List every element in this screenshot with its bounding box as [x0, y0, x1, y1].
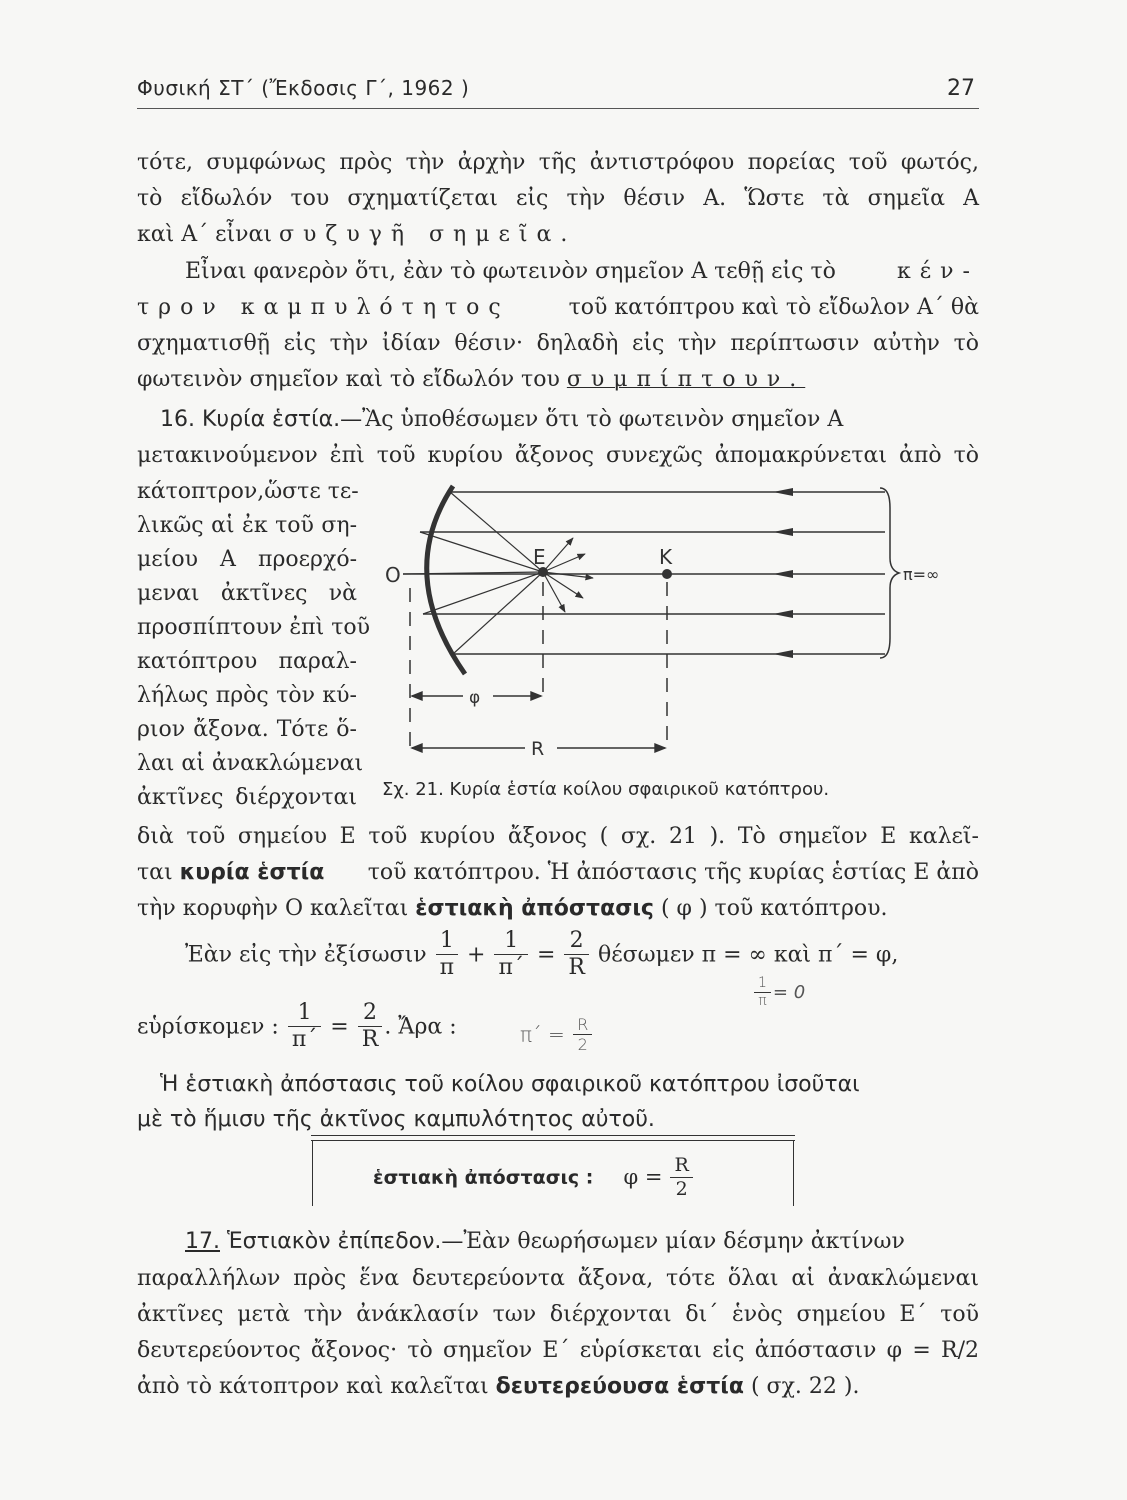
statement-line1: Ἡ ἑστιακὴ ἀπόστασις τοῦ κοίλου σφαιρικοῦ κατόπτρου ἰσοῦται: [160, 1072, 860, 1097]
section16-after-line3: [137, 894, 888, 924]
eq2-fraction-1: $\frac{1}{\pi΄}$: [288, 1000, 321, 1054]
term-kyria-estia: κυρία ἑστία: [179, 860, 325, 885]
para1-line2: τὸ εἴδωλόν του σχηματίζεται εἰς τὴν θέσιν Α. Ὥστε τὰ σημεῖα Α: [137, 186, 979, 211]
handwritten-note-2: π΄ = $\frac{R}{2}$: [520, 1015, 594, 1054]
eq1-equals: =: [536, 942, 556, 968]
para2-line3: σχηματισθῇ εἰς τὴν ἰδίαν θέσιν· δηλαδὴ εἰς τὴν περίπτωσιν αὐτὴν τὸ: [137, 331, 979, 356]
para2-line1: [185, 257, 979, 287]
section17-line5: [137, 1372, 859, 1402]
wrap-line-3: μείου Α προερχό-: [137, 547, 357, 572]
para1-line1: τότε, συμφώνως πρὸς τὴν ἀρχὴν τῆς ἀντιστρόφου πορείας τοῦ φωτός,: [137, 150, 979, 175]
handwritten-note-1: $\frac{1}{\pi}$ = 0: [752, 975, 805, 1010]
para2-line4-a: φωτεινὸν σημεῖον καὶ τὸ εἴδωλόν του: [137, 367, 560, 392]
equation-1: [185, 928, 898, 982]
section17-number: 17.: [185, 1229, 220, 1254]
figure-21: [375, 478, 975, 773]
section16-line1-text: —Ἂς ὑποθέσωμεν ὅτι τὸ φωτεινὸν σημεῖον Α: [340, 407, 844, 432]
wrap-line-4: μεναι ἀκτῖνες νὰ: [137, 581, 357, 606]
eq1-fraction-2: $\frac{1}{\pi΄}$: [494, 928, 527, 982]
para2-line2-b: τοῦ κατόπτρου καὶ τὸ εἴδωλον Α΄ θὰ: [568, 295, 979, 320]
section16-after-line3-c: ( φ ) τοῦ κατόπτρου.: [660, 896, 888, 921]
para1-line3-a: καὶ Α΄ εἶναι: [137, 222, 272, 247]
wrap-line-7: λήλως πρὸς τὸν κύ-: [137, 683, 357, 708]
center-point-K: [662, 569, 672, 579]
section16-after-line2-a: ται: [137, 860, 173, 885]
section16-after-line2: [137, 858, 979, 888]
section16-heading: Κυρία ἑστία.: [202, 407, 341, 432]
brace: [880, 488, 899, 658]
term-estiaki-apostasis: ἑστιακὴ ἀπόστασις: [415, 896, 654, 921]
wrap-line-6: κατόπτρου παραλ-: [137, 649, 357, 674]
eq1-fraction-1: $\frac{1}{\pi}$: [436, 928, 458, 982]
page-number: 27: [947, 76, 975, 101]
incident-arrowheads: [773, 488, 793, 658]
eq1-suffix: θέσωμεν π = ∞ καὶ π΄ = φ,: [597, 942, 899, 968]
section17-line1: [185, 1227, 905, 1257]
section16-line2: μετακινούμενον ἐπὶ τοῦ κυρίου ἄξονος συνεχῶς ἀπομακρύνεται ἀπὸ τὸ: [137, 443, 979, 468]
statement-line2: μὲ τὸ ἥμισυ τῆς ἀκτῖνος καμπυλότητος αὐτοῦ.: [137, 1107, 655, 1132]
eq1-plus: +: [467, 942, 486, 968]
boxed-formula-label: ἑστιακὴ ἀπόστασις :: [373, 1166, 594, 1189]
section16-number: 16.: [160, 407, 195, 432]
label-O: O: [385, 563, 401, 587]
eq2-fraction-2: $\frac{2}{R}$: [358, 1000, 383, 1054]
label-phi: φ: [469, 688, 481, 708]
para1-line3: [137, 220, 576, 250]
equation-2: [137, 1000, 457, 1054]
reflected-rays: [403, 492, 593, 654]
eq2-equals: =: [330, 1014, 349, 1040]
spaced-term-kentron: κέν-: [897, 259, 979, 284]
page-header: [137, 74, 979, 109]
wrap-line-1: κάτοπτρον,ὥστε τε-: [137, 479, 359, 504]
boxed-formula: [312, 1140, 794, 1206]
section16-line1: [160, 405, 979, 435]
para2-line4: [137, 365, 805, 395]
concave-mirror: [427, 486, 465, 674]
label-R: R: [531, 738, 545, 760]
label-pi-infinity: π=∞: [903, 565, 940, 584]
section16-after-line1: διὰ τοῦ σημείου Ε τοῦ κυρίου ἄξονος ( σχ. 21 ). Τὸ σημεῖον Ε καλεῖ-: [137, 824, 979, 849]
term-deutereuousa-estia: δευτερεύουσα ἑστία: [495, 1374, 744, 1399]
spaced-term-syzygi: συζυγῆ σημεῖα.: [279, 222, 577, 247]
boxed-formula-lhs: φ =: [623, 1165, 663, 1190]
label-E: E: [533, 545, 546, 569]
section17-line1-text: —Ἐὰν θεωρήσωμεν μίαν δέσμην ἀκτίνων: [441, 1229, 905, 1254]
section17-heading: Ἑστιακὸν ἐπίπεδον.: [227, 1229, 442, 1254]
boxed-formula-fraction: $\frac{R}{2}$: [670, 1154, 692, 1201]
eq1-fraction-3: $\frac{2}{R}$: [564, 928, 589, 982]
para2-line2: [137, 293, 979, 323]
spaced-term-kampylotitos: τρον καμπυλότητος: [137, 295, 510, 320]
wrap-line-5: προσπίπτουν ἐπὶ τοῦ: [137, 615, 371, 640]
section16-after-line2-c: τοῦ κατόπτρου. Ἡ ἀπόστασις τῆς κυρίας ἑστίας Ε ἀπὸ: [367, 860, 979, 885]
running-title: Φυσική ΣΤ΄ (Ἔκδοσις Γ΄, 1962 ): [137, 76, 470, 100]
spaced-term-sympiptoun: συμπίπτουν.: [566, 367, 806, 392]
section17-line4: δευτερεύοντος ἄξονος· τὸ σημεῖον Ε΄ εὑρίσκεται εἰς ἀπόστασιν φ = R/2: [137, 1338, 979, 1363]
eq1-prefix: Ἐὰν εἰς τὴν ἐξίσωσιν: [185, 942, 427, 968]
section17-line2: παραλλήλων πρὸς ἕνα δευτερεύοντα ἄξονα, τότε ὅλαι αἱ ἀνακλώμεναι: [137, 1266, 979, 1291]
wrap-line-9: λαι αἱ ἀνακλώμεναι: [137, 751, 364, 776]
figure-21-caption: Σχ. 21. Κυρία ἑστία κοίλου σφαιρικοῦ κατόπτρου.: [382, 779, 830, 800]
wrap-line-8: ριον ἄξονα. Τότε ὅ-: [137, 717, 357, 742]
wrap-line-10: ἀκτῖνες διέρχονται: [137, 785, 357, 810]
eq2-prefix: εὑρίσκομεν :: [137, 1014, 279, 1040]
section16-after-line3-a: τὴν κορυφὴν Ο καλεῖται: [137, 896, 409, 921]
section17-line5-c: ( σχ. 22 ).: [750, 1374, 860, 1399]
wrap-line-2: λικῶς αἱ ἐκ τοῦ ση-: [137, 513, 357, 538]
para2-line1-a: Εἶναι φανερὸν ὅτι, ἐὰν τὸ φωτεινὸν σημεῖον Α τεθῇ εἰς τὸ: [185, 259, 836, 284]
section17-line5-a: ἀπὸ τὸ κάτοπτρον καὶ καλεῖται: [137, 1374, 489, 1399]
eq2-suffix: . Ἄρα :: [384, 1014, 457, 1040]
label-K: K: [659, 545, 673, 569]
section17-line3: ἀκτῖνες μετὰ τὴν ἀνάκλασίν των διέρχονται δι΄ ἑνὸς σημείου Ε΄ τοῦ: [137, 1302, 979, 1327]
